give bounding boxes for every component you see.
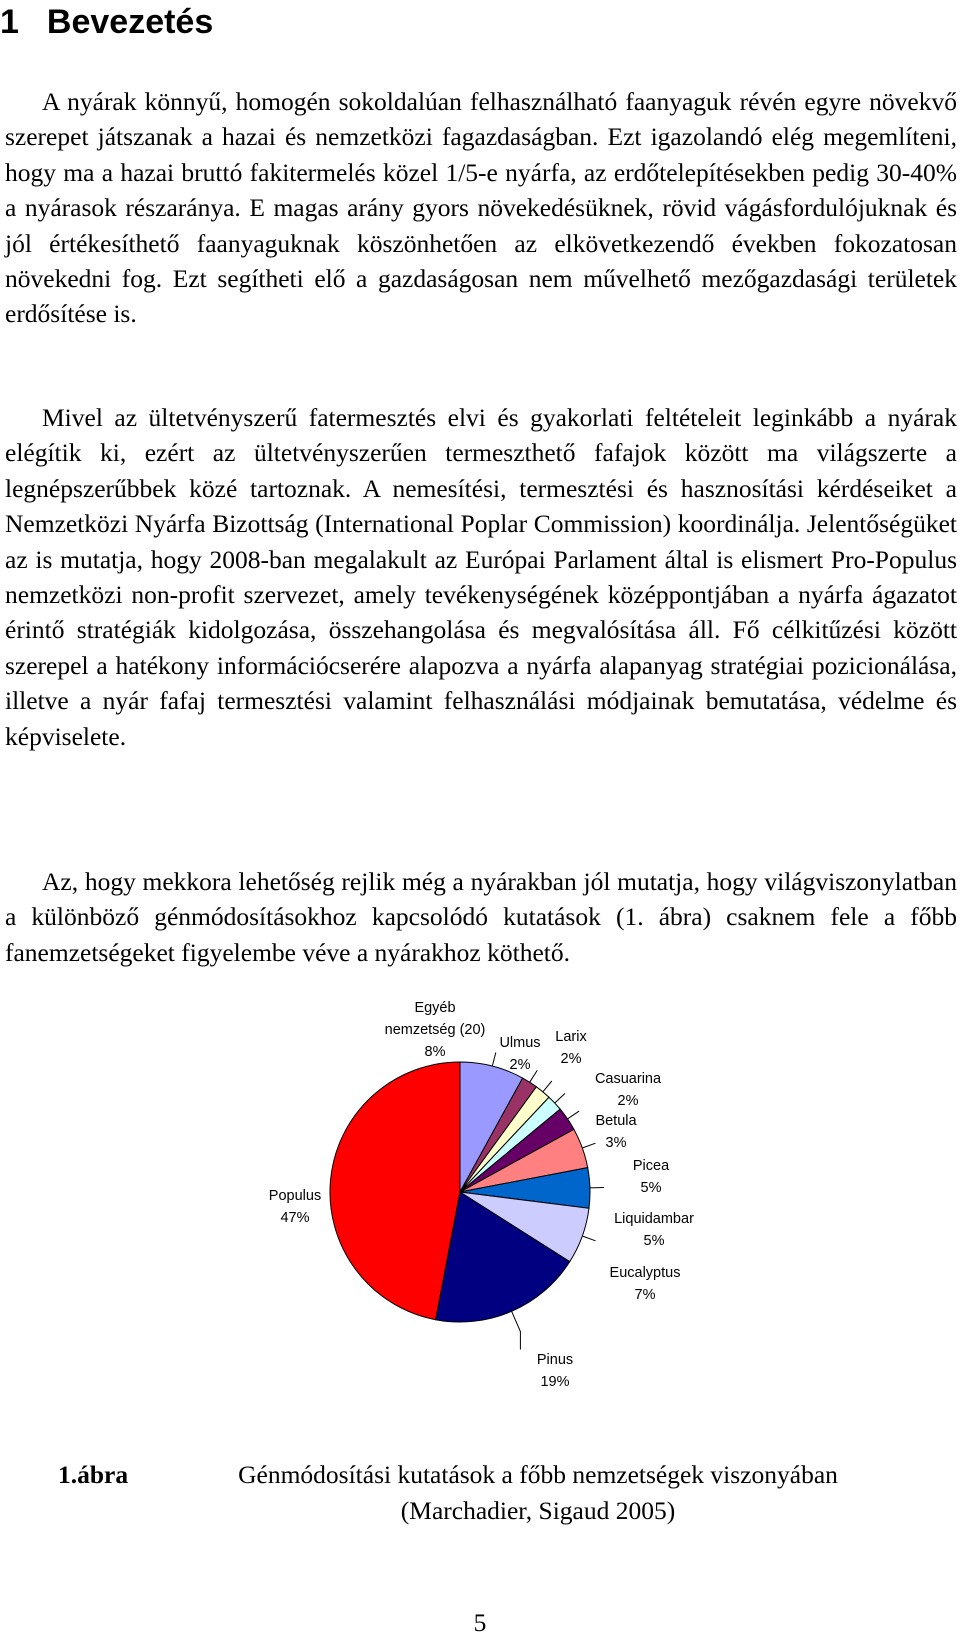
slice-name-label: Picea [632,1158,670,1174]
leader-line [543,1081,552,1092]
slice-name-label: Casuarina [594,1071,662,1087]
slice-percent-label: 2% [617,1093,639,1109]
paragraph-1: A nyárak könnyű, homogén sokoldalúan felhasználható faanyaguk révén egyre növekvő szerepet játszanak a hazai és nemzetközi fagazdaságban. Ezt igazolandó elég megemlíteni, hogy ma a hazai bruttó fakitermelés közel 1/5-e nyárfa, az erdőtelepítésekben pedig 30-40% a nyárasok részaránya. E magas arány gyors növekedésüknek, rövid vágásfordulójuknak és jól értékesíthető faanyaguknak köszönhetően az elkövetkezendő években fokozatosan növekedni fog. Ezt segítheti elő a gazdaságosan nem művelhető mezőgazdasági területek erdősítése is. [5,87,957,329]
figure-source: (Marchadier, Sigaud 2005) [400,1496,676,1525]
pie-slice-populus [330,1062,460,1320]
leader-line [512,1311,521,1349]
slice-name-label: Larix [555,1029,587,1045]
slice-name-label: Betula [595,1113,637,1129]
figure-title: Génmódosítási kutatások a főbb nemzetségek viszonyában [238,1460,838,1489]
leader-line [568,1111,580,1119]
slice-name-label: Populus [268,1188,322,1204]
slice-percent-label: 7% [634,1287,656,1303]
slice-percent-label: 2% [560,1051,582,1067]
genus-pie-chart [0,990,960,1450]
paragraph-2: Mivel az ültetvényszerű fatermesztés elvi és gyakorlati feltételeit leginkább a nyárak elégítik ki, ezért az ültetvényszerűen termeszthető fafajok között ma világszerte a legnépszerűbbek közé tartoznak. A nemesítési, termesztési és hasznosítási kérdéseiket a Nemzetközi Nyárfa Bizottság (International Poplar Commission) koordinálja. Jelentőségüket az is mutatja, hogy 2008-ban megalakult az Európai Parlament által is elismert Pro-Populus nemzetközi non-profit szervezet, amely tevékenységének középpontjában a nyárfa ágazatot érintő stratégiák kidolgozása, összehangolása és megvalósítása áll. Fő célkitűzési között szerepel a hatékony információcserére alapozva a nyárfa alapanyag stratégiai pozicionálása, illetve a nyár fafaj termesztési valamint felhasználási módjainak bemutatása, védelme és képviselete. [5,403,957,751]
leader-line [530,1070,538,1082]
section-heading [0,2,213,42]
slice-percent-label: 2% [509,1057,531,1073]
slice-name-label: Eucalyptus [609,1265,681,1281]
slice-percent-label: 5% [643,1233,665,1249]
leader-line [555,1093,565,1103]
leader-line [582,1236,595,1241]
slice-percent-label: 47% [280,1210,310,1226]
slice-percent-label: 8% [424,1044,446,1060]
slice-name-label: Ulmus [499,1035,541,1051]
section-title: Bevezetés [46,3,214,41]
leader-line [582,1143,595,1148]
slice-percent-label: 19% [540,1374,570,1390]
section-number: 1 [0,3,19,41]
figure-label: 1.ábra [58,1460,129,1489]
leader-line [492,1053,496,1067]
slice-name-label: nemzetség (20) [384,1022,486,1038]
slice-percent-label: 3% [605,1135,627,1151]
slice-percent-label: 5% [640,1180,662,1196]
page-number: 5 [473,1608,487,1637]
paragraph-3: Az, hogy mekkora lehetőség rejlik még a nyárakban jól mutatja, hogy világviszonylatban a különböző génmódosításokhoz kapcsolódó kutatások (1. ábra) csaknem fele a főbb fanemzetségeket figyelembe véve a nyárakhoz köthető. [5,867,957,967]
slice-name-label: Egyéb [414,1000,456,1016]
slice-name-label: Liquidambar [614,1211,694,1227]
slice-name-label: Pinus [536,1352,574,1368]
